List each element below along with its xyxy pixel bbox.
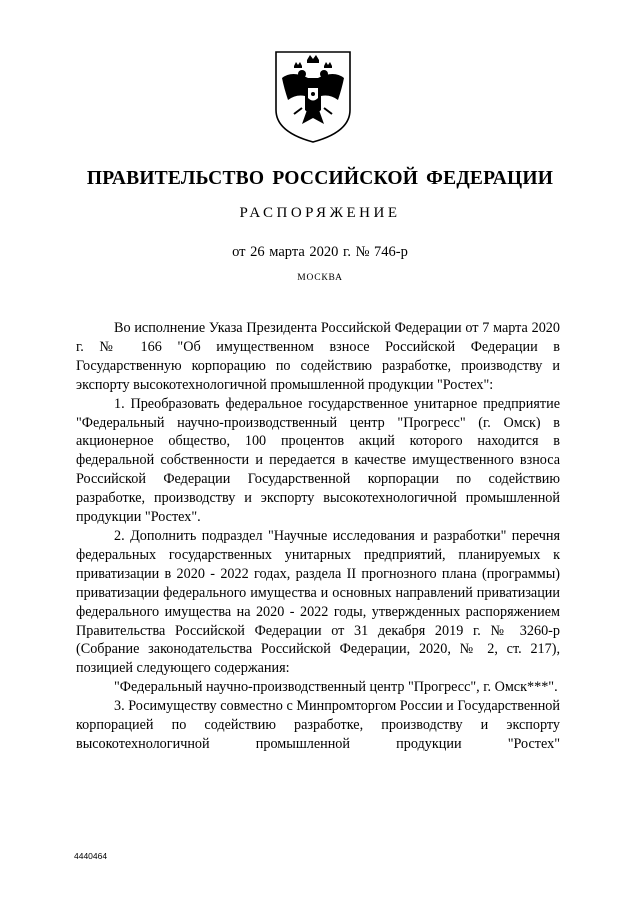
coat-of-arms-icon — [272, 48, 354, 146]
document-body — [76, 319, 560, 754]
government-title: ПРАВИТЕЛЬСТВО РОССИЙСКОЙ ФЕДЕРАЦИИ — [86, 168, 554, 189]
item-2-quote-paragraph: "Федеральный научно-производственный центр "Прогресс", г. Омск***". — [114, 679, 558, 696]
page-code: 4440464 — [74, 851, 108, 861]
document-type: РАСПОРЯЖЕНИЕ — [239, 205, 401, 221]
city-name: МОСКВА — [297, 273, 343, 283]
item-2-paragraph: 2. Дополнить подраздел "Научные исследования и разработки" перечня федеральных государственных унитарных предприятий, планируемых к приватизации в 2020 - 2022 годах, раздела II прогнозного плана (программы) приватизации федерального имущества и основных направлений приватизации федерального имущества на 2020 - 2022 годы, утвержденных распоряжением Правительства Российской Федерации от 31 декабря 2019 г. № 3260-р (Собрание законодательства Российской Федерации, 2020, № 2, ст. 217), позицией следующего содержания: — [76, 527, 560, 677]
date-and-number: от 26 марта 2020 г. № 746-р — [232, 244, 408, 260]
item-1-paragraph: 1. Преобразовать федеральное государственное унитарное предприятие "Федеральный научно-производственный центр "Прогресс" (г. Омск) в акционерное общество, 100 процентов акций которого находится в федеральной собственности и передается в качестве имущественного взноса Российской Федерации Государственной корпорации по содействию разработке, производству и экспорту высокотехнологичной промышленной продукции "Ростех". — [76, 395, 560, 526]
item-3-paragraph: 3. Росимуществу совместно с Минпромторгом России и Государственной корпорацией по содействию разработке, производству и экспорту высокотехнологичной промышленной продукции "Ростех" — [76, 698, 560, 752]
preamble-paragraph: Во исполнение Указа Президента Российской Федерации от 7 марта 2020 г. № 166 "Об имущественном взносе Российской Федерации в Государственную корпорацию по содействию разработке, производству и экспорту высокотехнологичной промышленной продукции "Ростех": — [76, 320, 560, 393]
